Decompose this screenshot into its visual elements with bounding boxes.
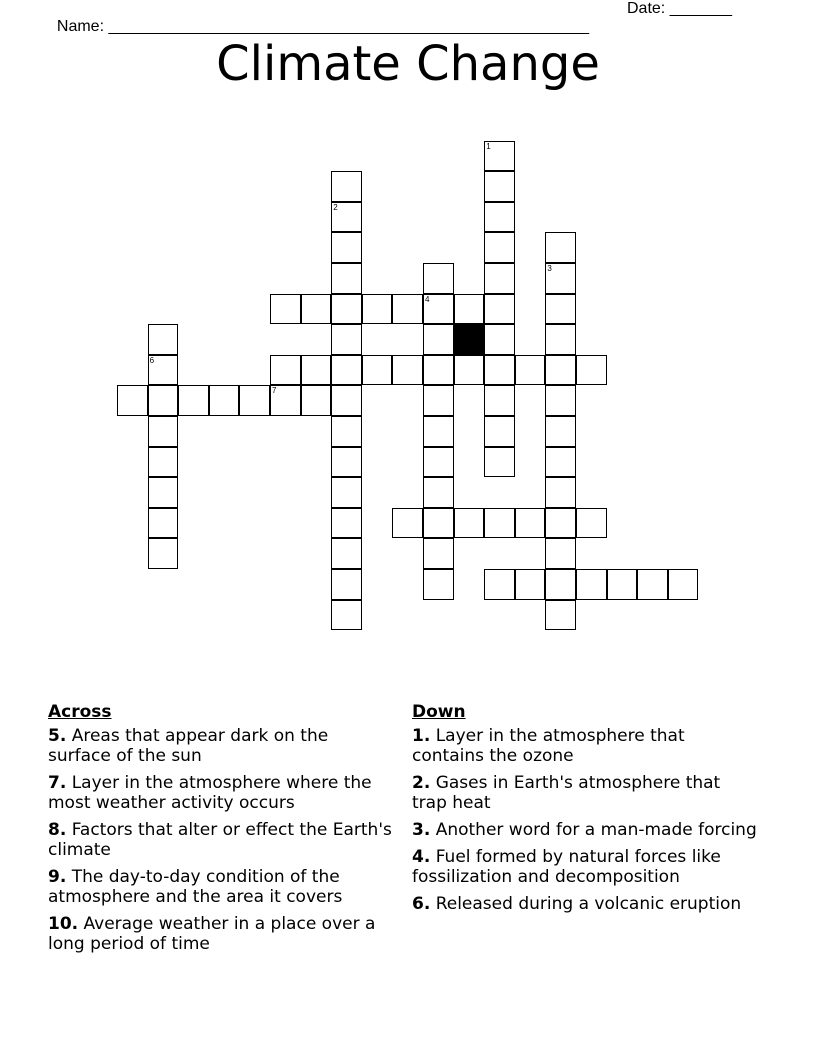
grid-cell[interactable] [545, 477, 576, 508]
black-cell [454, 324, 485, 355]
grid-cell[interactable] [423, 263, 454, 294]
grid-cell[interactable] [423, 294, 454, 325]
grid-cell[interactable] [331, 355, 362, 386]
clue-text: Factors that alter or effect the Earth's climate [48, 820, 392, 860]
grid-cell[interactable] [545, 600, 576, 631]
clue-across-8 [48, 820, 393, 860]
grid-cell[interactable] [148, 385, 179, 416]
grid-cell[interactable] [117, 385, 148, 416]
grid-cell[interactable] [637, 569, 668, 600]
grid-cell[interactable] [331, 202, 362, 233]
clue-number: 4. [412, 847, 431, 867]
grid-cell[interactable] [545, 294, 576, 325]
clue-text: Another word for a man-made forcing [435, 820, 757, 840]
clue-number: 1. [412, 726, 431, 746]
grid-cell[interactable] [484, 569, 515, 600]
clue-text: Layer in the atmosphere that contains the ozone [412, 726, 685, 766]
grid-cell[interactable] [301, 294, 332, 325]
across-clues [48, 702, 393, 961]
grid-cell[interactable] [331, 385, 362, 416]
grid-cell[interactable] [545, 447, 576, 478]
grid-cell[interactable] [423, 416, 454, 447]
grid-cell[interactable] [576, 569, 607, 600]
grid-cell[interactable] [545, 416, 576, 447]
clue-text: Layer in the atmosphere where the most weather activity occurs [48, 773, 372, 813]
clue-number-label: 2 [333, 202, 338, 212]
grid-cell[interactable] [331, 538, 362, 569]
grid-cell[interactable] [392, 294, 423, 325]
grid-cell[interactable] [607, 569, 638, 600]
clue-down-4 [412, 847, 757, 887]
grid-cell[interactable] [148, 355, 179, 386]
grid-cell[interactable] [331, 569, 362, 600]
grid-cell[interactable] [484, 324, 515, 355]
grid-cell[interactable] [392, 355, 423, 386]
clue-number-label: 7 [272, 386, 277, 396]
grid-cell[interactable] [423, 538, 454, 569]
clue-across-9 [48, 867, 393, 907]
grid-cell[interactable] [423, 355, 454, 386]
clue-number: 3. [412, 820, 431, 840]
grid-cell[interactable] [331, 263, 362, 294]
grid-cell[interactable] [545, 324, 576, 355]
grid-cell[interactable] [148, 447, 179, 478]
clue-down-6 [412, 894, 757, 914]
grid-cell[interactable] [484, 294, 515, 325]
grid-cell[interactable] [515, 569, 546, 600]
grid-cell[interactable] [423, 569, 454, 600]
grid-cell[interactable] [423, 385, 454, 416]
across-heading: Across [48, 702, 112, 722]
grid-cell[interactable] [209, 385, 240, 416]
clue-number-label: 3 [547, 264, 552, 273]
clue-number-label: 4 [425, 294, 430, 304]
clue-number: 10. [48, 914, 79, 934]
grid-cell[interactable] [576, 508, 607, 539]
clue-across-10 [48, 914, 393, 954]
grid-cell[interactable] [423, 447, 454, 478]
grid-cell[interactable] [484, 447, 515, 478]
grid-cell[interactable] [270, 294, 301, 325]
down-clues [412, 702, 757, 921]
grid-cell[interactable] [484, 508, 515, 539]
grid-cell[interactable] [545, 232, 576, 263]
grid-cell[interactable] [545, 508, 576, 539]
clue-number: 2. [412, 773, 431, 793]
grid-cell[interactable] [178, 385, 209, 416]
grid-cell[interactable] [331, 416, 362, 447]
grid-cell[interactable] [454, 355, 485, 386]
grid-cell[interactable] [301, 385, 332, 416]
clue-number: 9. [48, 867, 67, 887]
grid-cell[interactable] [545, 538, 576, 569]
grid-cell[interactable] [454, 294, 485, 325]
clue-number-label: 1 [486, 141, 491, 151]
grid-cell[interactable] [423, 508, 454, 539]
grid-cell[interactable] [545, 263, 576, 294]
clue-text: Gases in Earth's atmosphere that trap heat [412, 773, 721, 813]
clue-text: Fuel formed by natural forces like fossilization and decomposition [412, 847, 721, 887]
clue-number: 6. [412, 894, 431, 914]
grid-cell[interactable] [515, 355, 546, 386]
grid-cell[interactable] [515, 508, 546, 539]
grid-cell[interactable] [362, 355, 393, 386]
grid-cell[interactable] [301, 355, 332, 386]
clue-across-7 [48, 773, 393, 813]
clue-down-3 [412, 820, 757, 840]
grid-cell[interactable] [362, 294, 393, 325]
grid-cell[interactable] [148, 324, 179, 355]
clue-down-2 [412, 773, 757, 813]
grid-cell[interactable] [392, 508, 423, 539]
clue-number: 7. [48, 773, 67, 793]
grid-cell[interactable] [148, 538, 179, 569]
grid-cell[interactable] [454, 508, 485, 539]
grid-cell[interactable] [668, 569, 699, 600]
grid-cell[interactable] [270, 355, 301, 386]
grid-cell[interactable] [148, 416, 179, 447]
grid-cell[interactable] [331, 294, 362, 325]
grid-cell[interactable] [545, 355, 576, 386]
name-label: Name: ______________________________________________________ [56, 18, 589, 35]
grid-cell[interactable] [331, 324, 362, 355]
clue-text: Average weather in a place over a long period of time [48, 914, 376, 954]
grid-cell[interactable] [331, 171, 362, 202]
grid-cell[interactable] [484, 232, 515, 263]
grid-cell[interactable] [484, 141, 515, 172]
clue-text: Released during a volcanic eruption [435, 894, 742, 914]
grid-cell[interactable] [423, 477, 454, 508]
grid-cell[interactable] [331, 477, 362, 508]
grid-cell[interactable] [484, 263, 515, 294]
grid-cell[interactable] [331, 508, 362, 539]
grid-cell[interactable] [484, 202, 515, 233]
clue-number: 5. [48, 726, 67, 746]
clue-across-5 [48, 726, 393, 766]
grid-cell[interactable] [484, 416, 515, 447]
down-heading: Down [412, 702, 466, 722]
grid-cell[interactable] [331, 600, 362, 631]
grid-cell[interactable] [545, 569, 576, 600]
grid-cell[interactable] [423, 324, 454, 355]
clue-text: The day-to-day condition of the atmosphere and the area it covers [48, 867, 343, 907]
clue-text: Areas that appear dark on the surface of the sun [48, 726, 329, 766]
grid-cell[interactable] [484, 385, 515, 416]
grid-cell[interactable] [545, 385, 576, 416]
grid-cell[interactable] [484, 355, 515, 386]
grid-cell[interactable] [331, 447, 362, 478]
page-title: Climate Change [216, 36, 600, 92]
clue-number-label: 6 [149, 355, 155, 365]
grid-cell[interactable] [148, 477, 179, 508]
grid-cell[interactable] [148, 508, 179, 539]
grid-cell[interactable] [576, 355, 607, 386]
grid-cell[interactable] [484, 171, 515, 202]
clue-number: 8. [48, 820, 67, 840]
grid-cell[interactable] [331, 232, 362, 263]
date-label: Date: _______ [627, 0, 732, 17]
grid-cell[interactable] [270, 385, 301, 416]
grid-cell[interactable] [239, 385, 270, 416]
clue-down-1 [412, 726, 757, 766]
